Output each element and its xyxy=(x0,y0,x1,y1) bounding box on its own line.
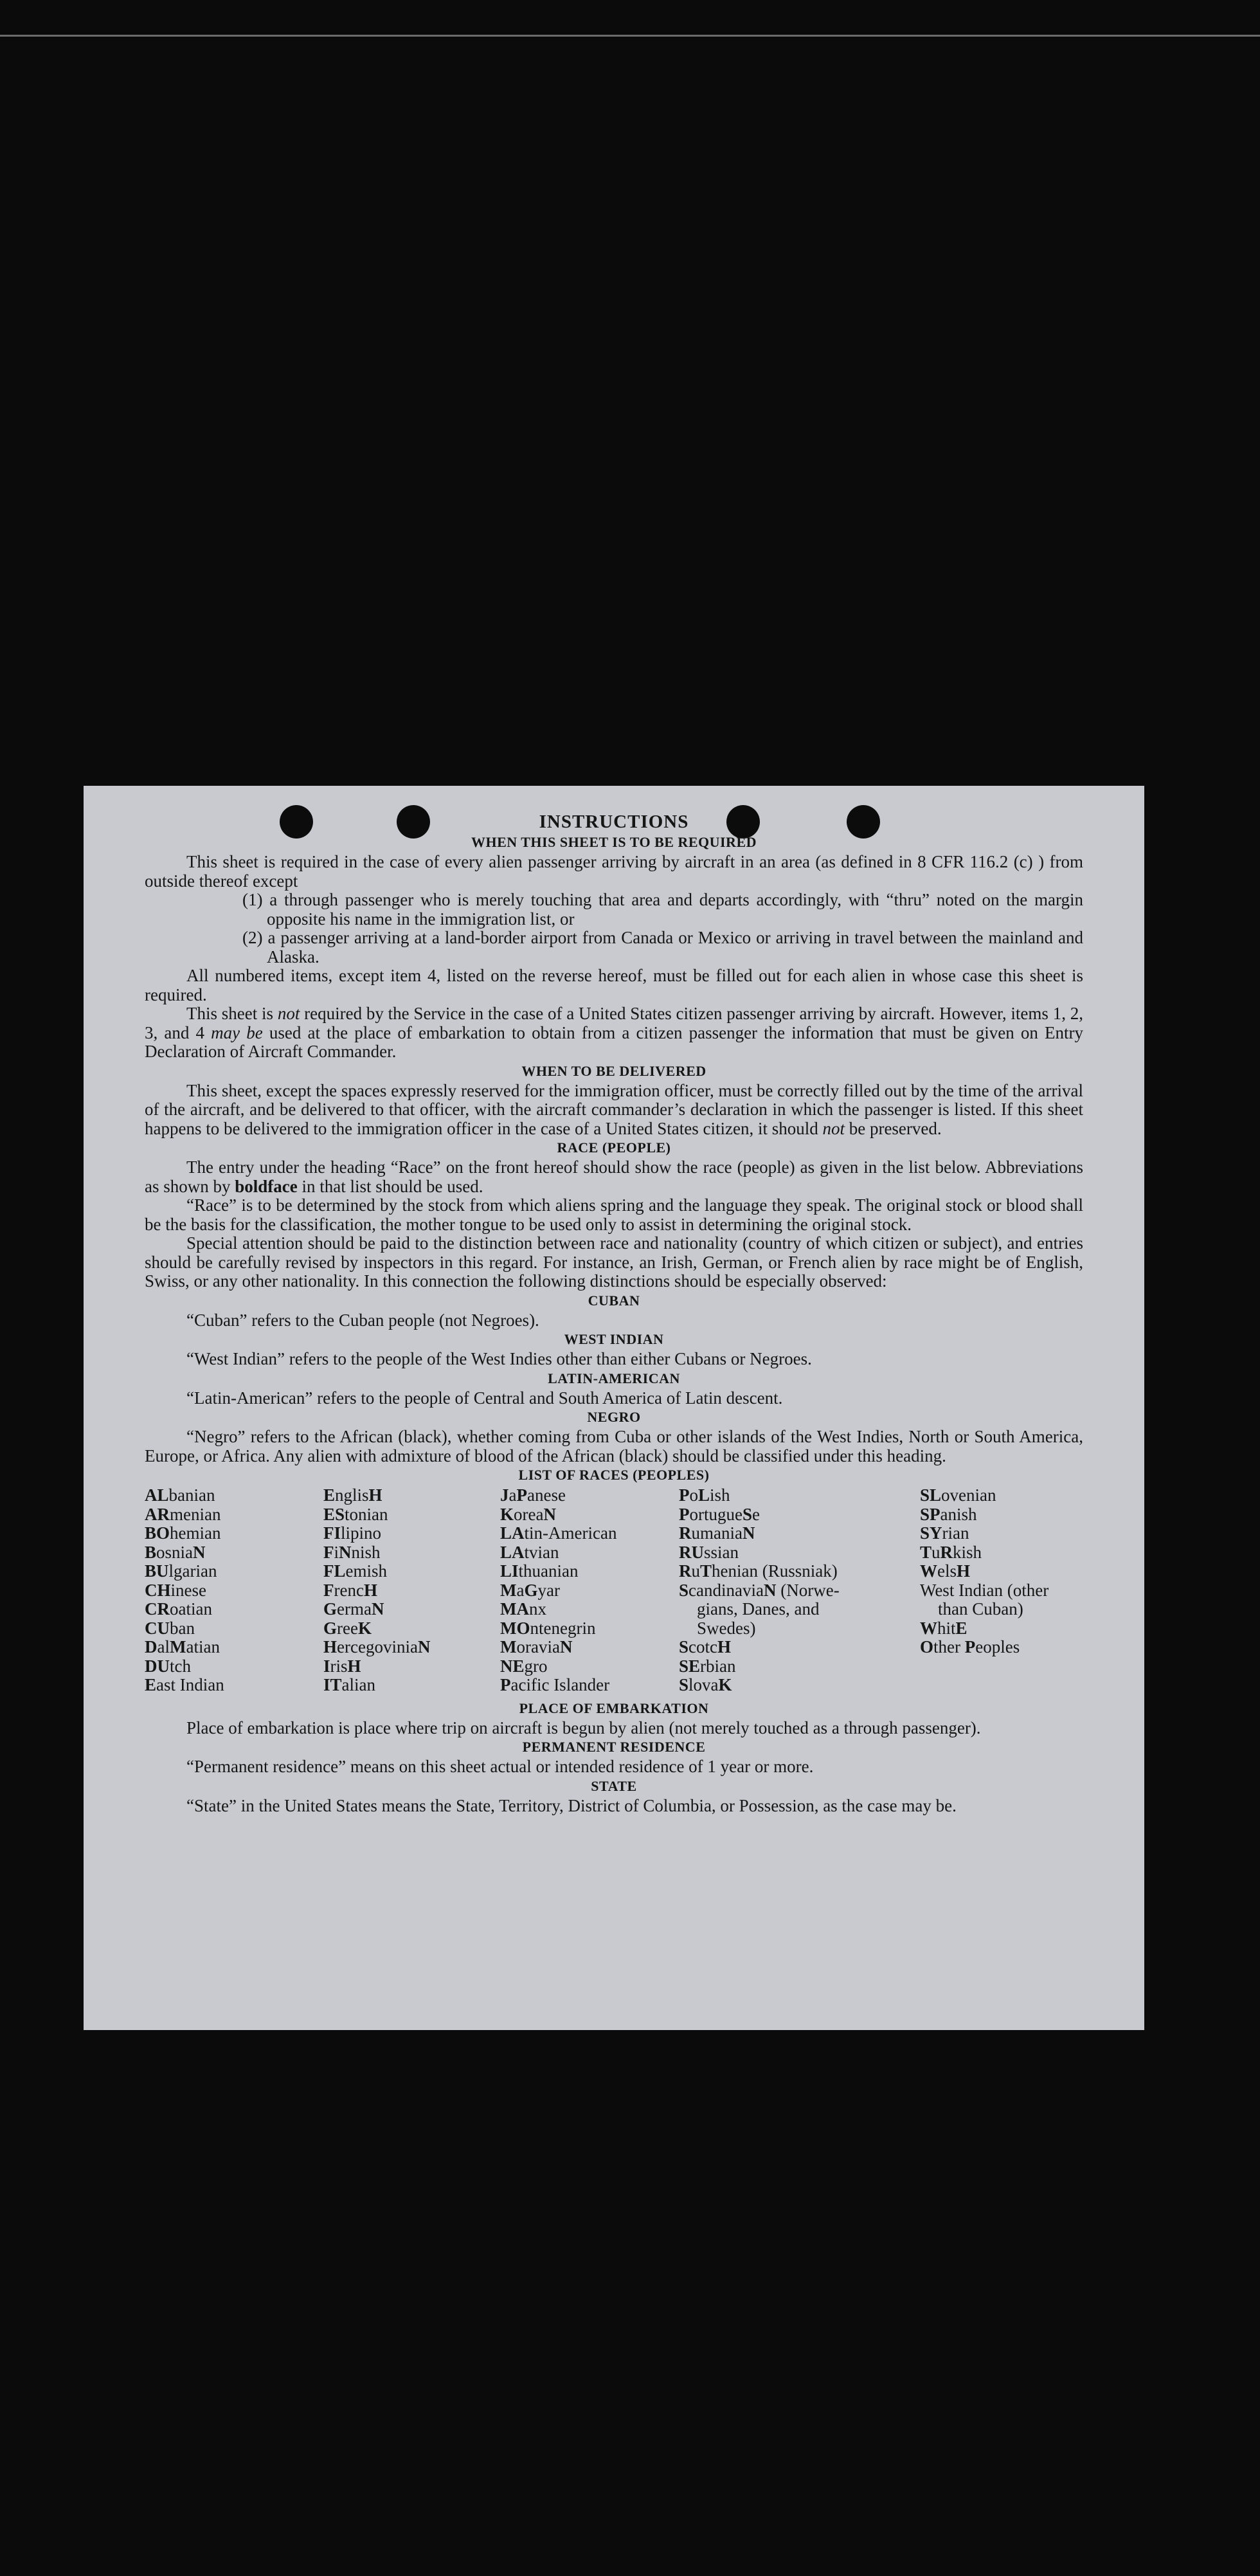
race-entry: LIthuanian xyxy=(500,1561,579,1581)
race-entry: DUtch xyxy=(145,1656,191,1676)
heading-list-of-races: LIST OF RACES (PEOPLES) xyxy=(518,1467,710,1483)
race-entry: ScotcH xyxy=(679,1637,732,1656)
race-entry: LAtvian xyxy=(500,1542,559,1562)
heading-west-indian: WEST INDIAN xyxy=(564,1331,664,1347)
race-entry: WelsH xyxy=(920,1561,971,1581)
race-entry: RUssian xyxy=(679,1542,739,1562)
races-column-1 xyxy=(145,1486,323,1695)
page-title: INSTRUCTIONS xyxy=(539,812,689,832)
west-indian-text: “West Indian” refers to the people of the West Indies other than either Cubans or Negroes. xyxy=(186,1349,812,1368)
race-entry: GreeK xyxy=(323,1618,372,1638)
instruction-sheet xyxy=(84,786,1144,2030)
race-entry: CHinese xyxy=(145,1580,206,1600)
race-entry: Other Peoples xyxy=(920,1637,1020,1656)
race-entry: gians, Danes, and xyxy=(697,1599,820,1619)
race-entry: MOntenegrin xyxy=(500,1618,596,1638)
cuban-text: “Cuban” refers to the Cuban people (not Negroes). xyxy=(186,1310,539,1330)
races-column-3 xyxy=(500,1486,679,1695)
race-entry: MaGyar xyxy=(500,1580,560,1600)
race-entry: PortugueSe xyxy=(679,1504,760,1524)
when-delivered-text: This sheet, except the spaces expressly reserved for the immigration officer, must be correctly filled out by the time of the arrival of the aircraft, and be delivered to that officer, with the aircraft commander’s declaration in which the passenger is listed. If this sheet happens to be delivered to the immigration officer in the case of a United States citizen, it should not be preserved. xyxy=(145,1080,1083,1138)
race-entry: BosniaN xyxy=(145,1542,206,1562)
race-entry: FrencH xyxy=(323,1580,377,1600)
race-entry: than Cuban) xyxy=(938,1599,1023,1619)
citizen-paragraph: This sheet is not required by the Service in the case of a United States citizen passenger arriving by aircraft. However, items 1, 2, 3, and 4 may be used at the place of embarkation to obtain from a citizen passenger the information that must be given on Entry Declaration of Aircraft Commander. xyxy=(145,1004,1084,1061)
race-entry: Swedes) xyxy=(697,1618,756,1638)
heading-race: RACE (PEOPLE) xyxy=(557,1139,671,1156)
latin-american-text: “Latin-American” refers to the people of Central and South America of Latin descent. xyxy=(186,1388,783,1408)
race-entry: ARmenian xyxy=(145,1504,221,1524)
race-entry: NEgro xyxy=(500,1656,548,1676)
race-entry: SLovenian xyxy=(920,1485,996,1505)
negro-text: “Negro” refers to the African (black), whether coming from Cuba or other islands of the West Indies, North or South America, Europe, or Africa. Any alien with admixture of blood of the African (black) should be classified under this heading. xyxy=(145,1427,1083,1465)
race-entry: TuRkish xyxy=(920,1542,982,1562)
race-entry: ITalian xyxy=(323,1675,376,1694)
race-entry: PoLish xyxy=(679,1485,730,1505)
race-entry: SYrian xyxy=(920,1523,969,1543)
race-entry: SErbian xyxy=(679,1656,736,1676)
race-entry: IrisH xyxy=(323,1656,361,1676)
top-border-line xyxy=(0,35,1260,37)
race-entry: SlovaK xyxy=(679,1675,732,1694)
race-entry: LAtin-American xyxy=(500,1523,617,1543)
embarkation-text: Place of embarkation is place where trip on aircraft is begun by alien (not merely touched as a through passenger). xyxy=(186,1718,981,1737)
heading-when-required: WHEN THIS SHEET IS TO BE REQUIRED xyxy=(471,834,757,850)
race-entry: HercegoviniaN xyxy=(323,1637,431,1656)
heading-embarkation: PLACE OF EMBARKATION xyxy=(519,1700,709,1716)
heading-negro: NEGRO xyxy=(587,1409,641,1425)
race-entry: BOhemian xyxy=(145,1523,221,1543)
race-entry: SPanish xyxy=(920,1504,977,1524)
race-paragraph-2: “Race” is to be determined by the stock from which aliens spring and the language they speak. The original stock or blood shall be the basis for the classification, the mother tongue to be used only to assist in determining the original stock. xyxy=(145,1195,1083,1234)
race-entry: EnglisH xyxy=(323,1485,382,1505)
race-entry: CUban xyxy=(145,1618,195,1638)
race-entry: GermaN xyxy=(323,1599,384,1619)
heading-residence: PERMANENT RESIDENCE xyxy=(522,1739,706,1755)
race-paragraph-3: Special attention should be paid to the distinction between race and nationality (country of which citizen or subject), and entries should be carefully revised by inspectors in this regard. For instance, an Irish, German, or French alien by race might be of English, Swiss, or any other nationality. In this connection the following distinctions should be especially observed: xyxy=(145,1233,1083,1291)
race-entry: RumaniaN xyxy=(679,1523,755,1543)
race-paragraph-1: The entry under the heading “Race” on the front hereof should show the race (people) as given in the list below. Abbreviations as shown by boldface in that list should be used. xyxy=(145,1157,1083,1196)
race-entry: KoreaN xyxy=(500,1504,556,1524)
state-text: “State” in the United States means the State, Territory, District of Columbia, or Possession, as the case may be. xyxy=(186,1795,957,1815)
race-entry: RuThenian (Russniak) xyxy=(679,1561,838,1581)
race-entry: JaPanese xyxy=(500,1485,566,1505)
race-entry: East Indian xyxy=(145,1675,224,1694)
races-list xyxy=(145,1486,1083,1695)
races-column-4 xyxy=(679,1486,920,1695)
heading-state: STATE xyxy=(591,1777,637,1794)
heading-latin-american: LATIN-AMERICAN xyxy=(548,1370,680,1386)
race-entry: MoraviaN xyxy=(500,1637,573,1656)
race-entry: CRoatian xyxy=(145,1599,212,1619)
exception-item-2: (2) a passenger arriving at a land-border airport from Canada or Mexico or arriving in travel between the mainland and Alaska. xyxy=(242,928,1083,966)
race-entry: BUlgarian xyxy=(145,1561,217,1581)
heading-cuban: CUBAN xyxy=(588,1292,640,1309)
heading-when-delivered: WHEN TO BE DELIVERED xyxy=(521,1062,706,1079)
when-required-intro: This sheet is required in the case of every alien passenger arriving by aircraft in an area (as defined in 8 CFR 116.2 (c) ) from outside thereof except xyxy=(145,852,1083,891)
exception-item-1: (1) a through passenger who is merely touching that area and departs accordingly, with “thru” noted on the margin opposite his name in the immigration list, or xyxy=(242,890,1083,929)
race-entry: EStonian xyxy=(323,1504,388,1524)
race-entry: ScandinaviaN (Norwe- xyxy=(679,1580,840,1600)
race-entry: FiNnish xyxy=(323,1542,381,1562)
race-entry: Pacific Islander xyxy=(500,1675,610,1694)
races-column-5 xyxy=(920,1486,1083,1695)
race-entry: MAnx xyxy=(500,1599,546,1619)
race-entry: WhitE xyxy=(920,1618,968,1638)
sheet-content xyxy=(145,812,1083,1815)
race-entry: FIlipino xyxy=(323,1523,382,1543)
race-entry: ALbanian xyxy=(145,1485,215,1505)
residence-text: “Permanent residence” means on this sheet actual or intended residence of 1 year or more. xyxy=(186,1757,814,1776)
race-entry: DalMatian xyxy=(145,1637,220,1656)
race-entry: West Indian (other xyxy=(920,1580,1049,1600)
numbered-items-paragraph: All numbered items, except item 4, listed on the reverse hereof, must be filled out for each alien in whose case this sheet is required. xyxy=(145,966,1083,1004)
races-column-2 xyxy=(323,1486,500,1695)
race-entry: FLemish xyxy=(323,1561,388,1581)
